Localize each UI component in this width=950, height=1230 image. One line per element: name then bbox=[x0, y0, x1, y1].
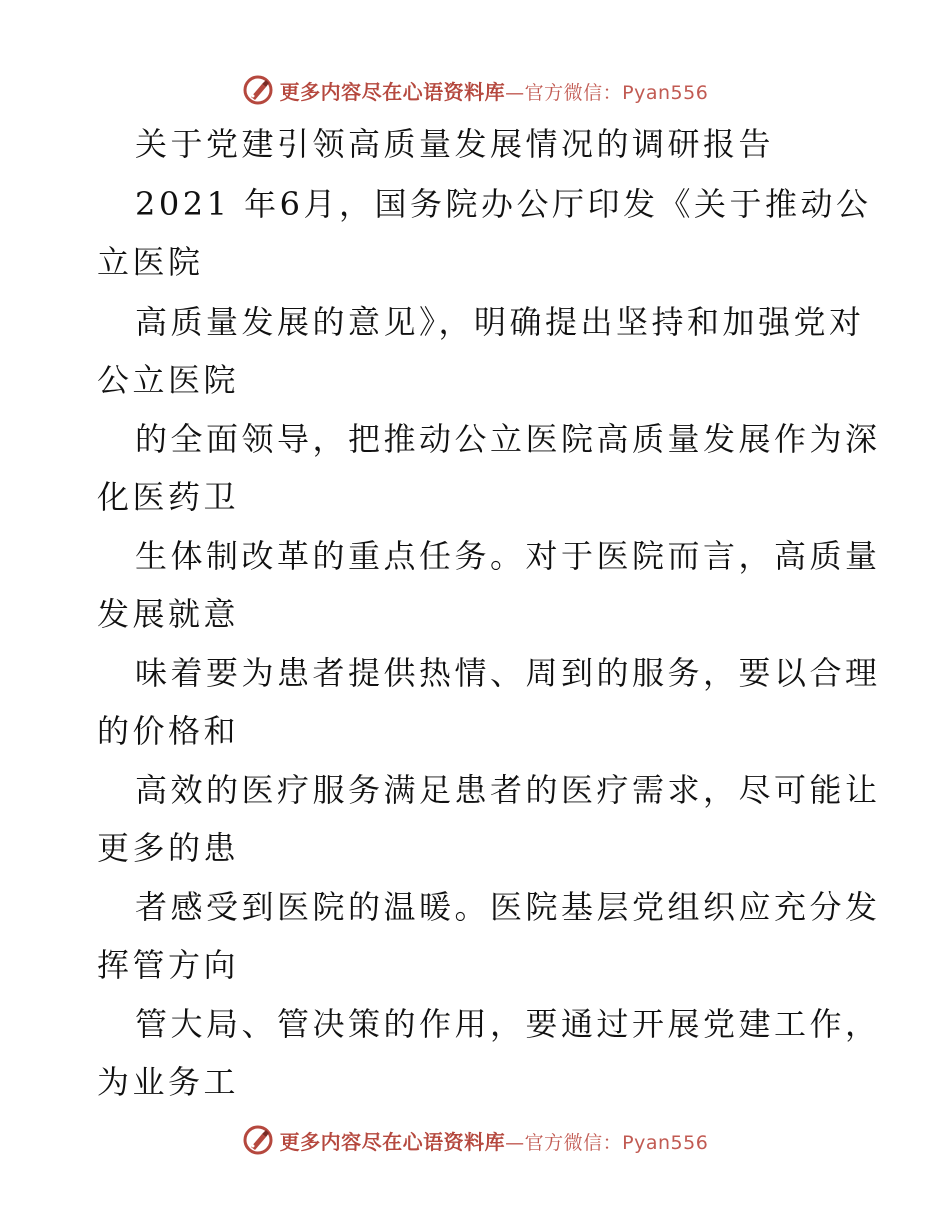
paragraph-line: 公立医院 bbox=[97, 361, 240, 399]
document-title: 关于党建引领高质量发展情况的调研报告 bbox=[135, 125, 775, 163]
paragraph-line: 者感受到医院的温暖。医院基层党组织应充分发 bbox=[135, 888, 881, 926]
paragraph-line: 立医院 bbox=[97, 243, 204, 281]
pen-logo-icon bbox=[242, 74, 274, 106]
banner-main-text: 更多内容尽在心语资料库 bbox=[279, 1129, 506, 1154]
banner-main-text: 更多内容尽在心语资料库 bbox=[279, 79, 506, 104]
paragraph-line: 高质量发展的意见》，明确提出坚持和加强党对 bbox=[135, 303, 865, 341]
paragraph-line: 化医药卫 bbox=[97, 478, 240, 516]
footer-banner bbox=[0, 1120, 950, 1160]
paragraph-line: 为业务工 bbox=[97, 1063, 240, 1101]
banner-wechat-text: —官方微信：Pyan556 bbox=[505, 81, 709, 104]
banner-text bbox=[280, 76, 709, 105]
paragraph-line: 的价格和 bbox=[97, 712, 240, 750]
paragraph-line: 的全面领导，把推动公立医院高质量发展作为深 bbox=[135, 420, 881, 458]
paragraph-line: 生体制改革的重点任务。对于医院而言，高质量 bbox=[135, 537, 881, 575]
pen-logo-icon bbox=[242, 1124, 274, 1156]
paragraph-line: 管大局、管决策的作用，要通过开展党建工作， bbox=[135, 1005, 881, 1043]
paragraph-line: 挥管方向 bbox=[97, 946, 240, 984]
paragraph-line: 更多的患 bbox=[97, 829, 240, 867]
paragraph-line: 味着要为患者提供热情、周到的服务，要以合理 bbox=[135, 654, 881, 692]
paragraph-line: 发展就意 bbox=[97, 595, 240, 633]
banner-text bbox=[280, 1126, 709, 1155]
paragraph-line: 2021 年6月，国务院办公厅印发《关于推动公 bbox=[135, 185, 872, 223]
header-banner bbox=[0, 70, 950, 110]
banner-wechat-text: —官方微信：Pyan556 bbox=[505, 1131, 709, 1154]
paragraph-line: 高效的医疗服务满足患者的医疗需求，尽可能让 bbox=[135, 771, 881, 809]
